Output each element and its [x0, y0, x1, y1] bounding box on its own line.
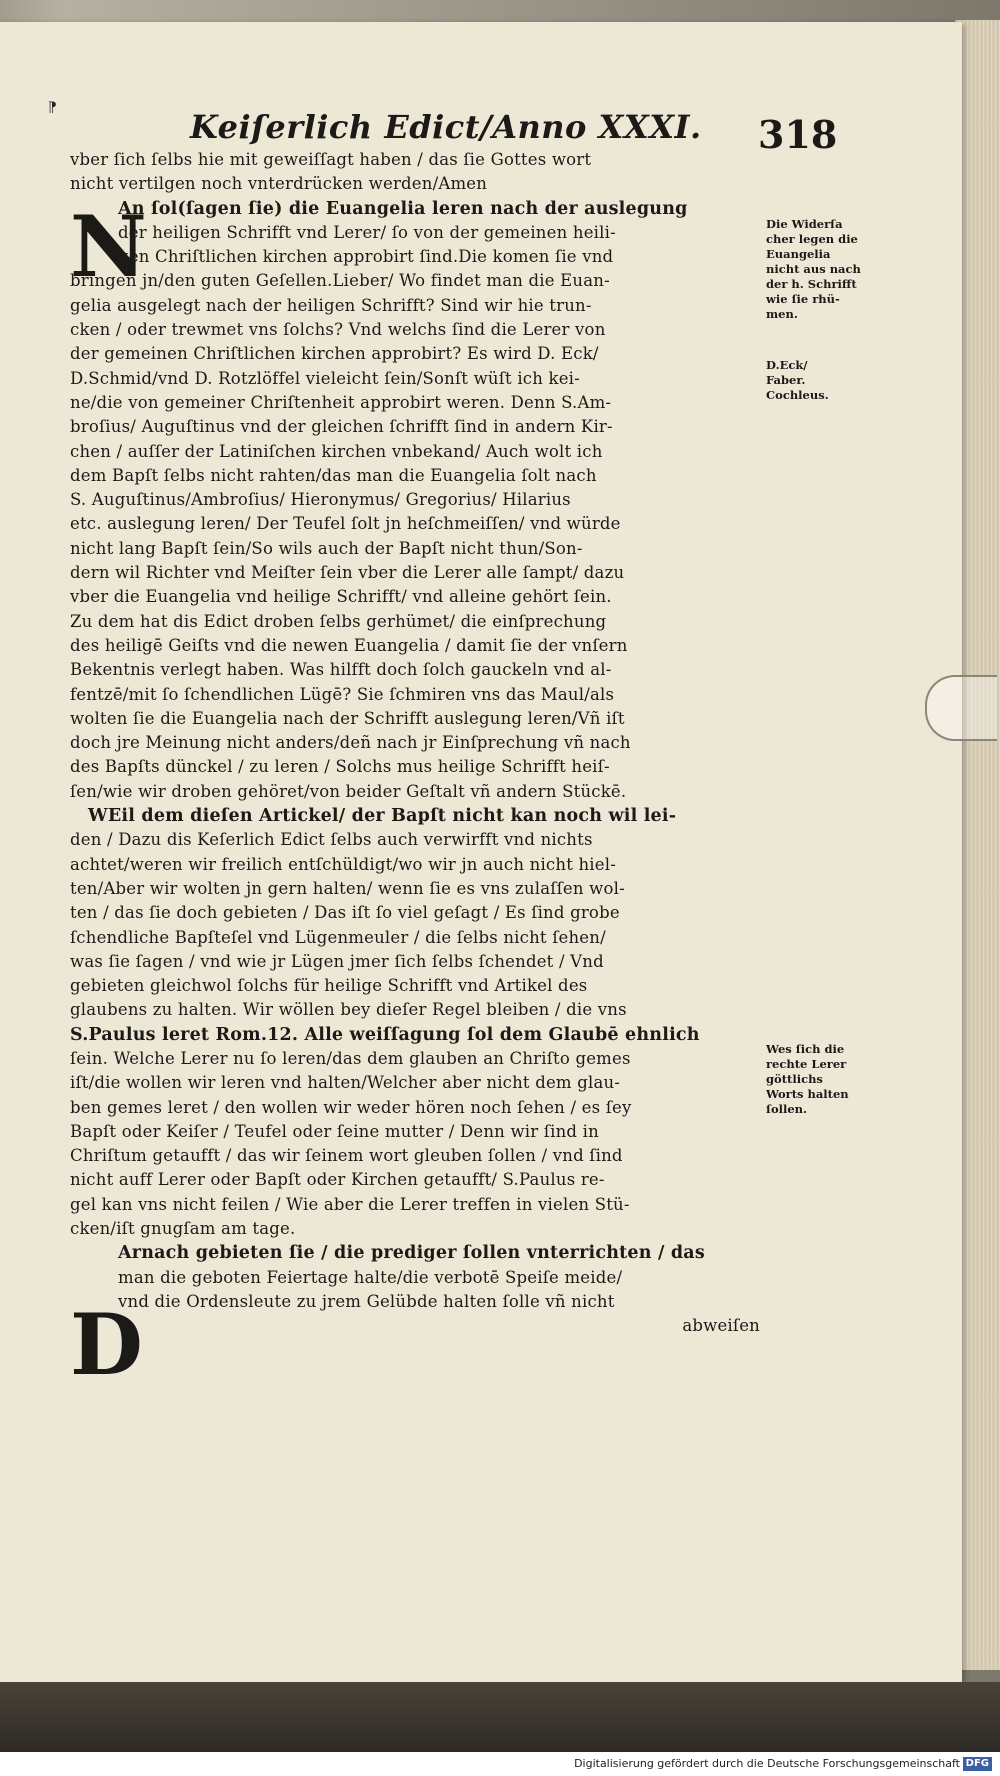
folio-number: 318 [758, 112, 838, 157]
page-clip [925, 675, 997, 741]
text-line: ſchendliche Bapſteſel vnd Lügenmeuler / die ſelbs nicht ſehen/ [70, 927, 606, 947]
margin-note-line: nicht aus nach [766, 262, 861, 276]
margin-note-eck [766, 358, 886, 403]
text-line: Bapſt oder Keiſer / Teufel oder ſeine mutter / Denn wir ſind in [70, 1121, 599, 1141]
margin-note-widersacher [766, 217, 886, 322]
text-line: S.Paulus leret Rom.12. Alle weiſſagung ſol dem Glaubē ehnlich [70, 1024, 700, 1045]
text-line: des Bapſts dünckel / zu leren / Solchs mus heilige Schrifft heiſ- [70, 757, 610, 777]
text-line: chen / auſſer der Latiniſchen kirchen vnbekand/ Auch wolt ich [70, 441, 603, 461]
dfg-logo: DFG [963, 1757, 992, 1771]
text-line: cken/iſt gnugſam am tage. [70, 1219, 296, 1239]
funding-credit: Digitalisierung gefördert durch die Deutsche Forschungsgemeinschaft [574, 1757, 960, 1770]
text-line: wolten ſie die Euangelia nach der Schrifft auslegung leren/Vñ iſt [70, 708, 625, 728]
text-line: gen Chriſtlichen kirchen approbirt ſind.Die komen ſie vnd [118, 247, 614, 267]
main-text-block [70, 148, 760, 1339]
text-line: ſen/wie wir droben gehöret/von beider Geſtalt vñ andern Stückē. [70, 781, 627, 801]
text-line: Zu dem hat dis Edict droben ſelbs gerhümet/ die einſprechung [70, 611, 607, 631]
footer-bar [0, 1752, 1000, 1776]
text-line: dern wil Richter vnd Meiſter ſein vber die Lerer alle ſampt/ dazu [70, 563, 625, 583]
margin-note-line: wie ſie rhü- [766, 292, 840, 306]
text-line: Bekentnis verlegt haben. Was hilfft doch ſolch gauckeln vnd al- [70, 660, 612, 680]
text-line: nicht auff Lerer oder Bapſt oder Kirchen getaufft/ S.Paulus re- [70, 1170, 605, 1190]
text-line: ne/die von gemeiner Chriſtenheit approbirt weren. Denn S.Am- [70, 392, 612, 412]
text-line: gel kan vns nicht feilen / Wie aber die Lerer treffen in vielen Stü- [70, 1194, 630, 1214]
text-line: ben gemes leret / den wollen wir weder hören noch ſehen / es ſey [70, 1097, 632, 1117]
text-line: fentzē/mit ſo ſchendlichen Lügē? Sie ſchmiren vns das Maul/als [70, 684, 615, 704]
text-line: nicht vertilgen noch vnterdrücken werden/Amen [70, 174, 488, 194]
text-line: ten / das ſie doch gebieten / Das iſt ſo viel geſagt / Es ſind grobe [70, 903, 620, 923]
margin-note-lerer [766, 1042, 886, 1117]
text-line: cken / oder trewmet vns ſolchs? Vnd welchs ſind die Lerer von [70, 320, 606, 340]
text-line: der gemeinen Chriſtlichen kirchen approbirt? Es wird D. Eck/ [70, 344, 599, 364]
scan-bottom-strip [0, 1682, 1000, 1752]
text-line: dem Bapſt ſelbs nicht rahten/das man die Euangelia ſolt nach [70, 465, 597, 485]
text-line: Arnach gebieten ſie / die prediger ſollen vnterrichten / das [118, 1243, 705, 1264]
text-line: WEil dem dieſen Artickel/ der Bapſt nicht kan noch wil lei- [88, 806, 677, 827]
text-line: vber ſich ſelbs hie mit geweiſſagt haben / das ſie Gottes wort [70, 150, 592, 169]
text-line: was ſie ſagen / vnd wie jr Lügen jmer ſich ſelbs ſchendet / Vnd [70, 951, 604, 971]
text-line: glaubens zu halten. Wir wöllen bey dieſer Regel bleiben / die vns [70, 1000, 627, 1020]
margin-note-line: D.Eck/ [766, 358, 808, 372]
text-line: vnd die Ordensleute zu jrem Gelübde halten ſolle vñ nicht [118, 1291, 615, 1311]
text-line: etc. auslegung leren/ Der Teufel ſolt jn heſchmeiſſen/ vnd würde [70, 514, 621, 534]
margin-note-line: Faber. [766, 373, 806, 387]
drop-initial-d: D [70, 1295, 143, 1394]
text-line: des heiligē Geiſts vnd die newen Euangelia / damit ſie der vnſern [70, 635, 628, 655]
margin-note-line: ſollen. [766, 1102, 808, 1116]
text-line: man die geboten Feiertage halte/die verbotē Speiſe meide/ [118, 1267, 623, 1287]
text-line: gebieten gleichwol ſolchs für heilige Schrifft vnd Artikel des [70, 976, 588, 996]
text-line: achtet/weren wir freilich entſchüldigt/wo wir jn auch nicht hiel- [70, 854, 616, 874]
text-line: broſius/ Auguſtinus vnd der gleichen ſchrifft ſind in andern Kir- [70, 417, 613, 437]
text-line: nicht lang Bapſt ſein/So wils auch der Bapſt nicht thun/Son- [70, 538, 583, 558]
running-head: Keiſerlich Edict/Anno XXXI. [190, 108, 702, 146]
text-line: ten/Aber wir wolten jn gern halten/ wenn ſie es vns zulaſſen wol- [70, 878, 625, 898]
text-line: doch jre Meinung nicht anders/deñ nach jr Einſprechung vñ nach [70, 733, 631, 753]
margin-note-line: Euangelia [766, 247, 831, 261]
margin-note-line: Cochleus. [766, 388, 829, 402]
text-line: S. Auguſtinus/Ambroſius/ Hieronymus/ Gregorius/ Hilarius [70, 490, 571, 510]
margin-note-line: cher legen die [766, 232, 858, 246]
text-line: den / Dazu dis Keſerlich Edict ſelbs auch verwirfft vnd nichts [70, 830, 593, 850]
margin-note-line: göttlichs [766, 1072, 823, 1086]
text-line: ſein. Welche Lerer nu ſo leren/das dem glauben an Chriſto gemes [70, 1048, 631, 1068]
drop-initial-n: N [70, 197, 147, 296]
text-line: D.Schmid/vnd D. Rotzlöffel vieleicht ſein/Sonſt wüſt ich kei- [70, 368, 580, 388]
text-line: vber die Euangelia vnd heilige Schrifft/ vnd alleine gehört ſein. [70, 587, 612, 607]
margin-note-line: der h. Schrifft [766, 277, 857, 291]
signature-mark: ⁋ [48, 100, 57, 116]
margin-note-line: rechte Lerer [766, 1057, 847, 1071]
margin-note-line: Die Widerſa [766, 217, 843, 231]
text-line: bringen jn/den guten Geſellen.Lieber/ Wo findet man die Euan- [70, 271, 610, 291]
text-line: der heiligen Schrifft vnd Lerer/ ſo von der gemeinen heili- [118, 222, 616, 242]
text-line: iſt/die wollen wir leren vnd halten/Welcher aber nicht dem glau- [70, 1073, 621, 1093]
catchword: abweiſen [682, 1316, 760, 1336]
text-line: Chriſtum getaufft / das wir ſeinem wort gleuben ſollen / vnd ſind [70, 1146, 623, 1166]
text-line: An ſol(ſagen ſie) die Euangelia leren nach der auslegung [118, 198, 688, 219]
text-line: gelia ausgelegt nach der heiligen Schrifft? Sind wir hie trun- [70, 295, 592, 315]
margin-note-line: Wes ſich die [766, 1042, 845, 1056]
margin-note-line: Worts halten [766, 1087, 849, 1101]
margin-note-line: men. [766, 307, 798, 321]
